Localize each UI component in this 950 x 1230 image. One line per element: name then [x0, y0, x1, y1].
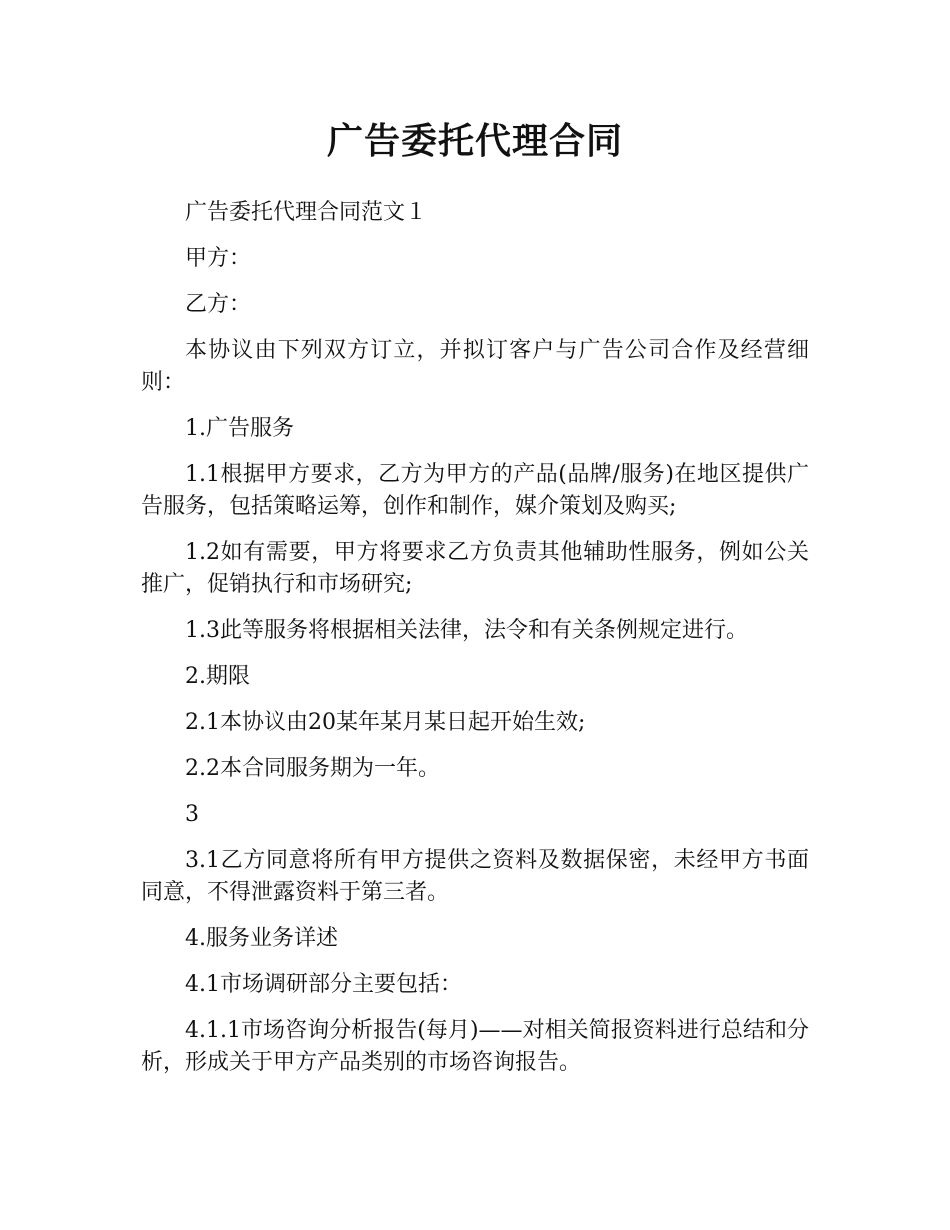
clause-1-2: 1.2如有需要，甲方将要求乙方负责其他辅助性服务，例如公关推广，促销执行和市场研究; — [141, 540, 809, 597]
clause-1-1: 1.1根据甲方要求，乙方为甲方的产品(品牌/服务)在地区提供广告服务，包括策略运筹，创作和制作，媒介策划及购买; — [141, 462, 809, 519]
clause-1-3: 1.3此等服务将根据相关法律，法令和有关条例规定进行。 — [185, 618, 748, 643]
paragraph-party-a: 甲方： — [185, 246, 252, 271]
section-1-heading: 1.广告服务 — [185, 416, 294, 441]
section-4-heading: 4.服务业务详述 — [185, 926, 338, 951]
clause-4-1: 4.1市场调研部分主要包括： — [185, 972, 462, 997]
clause-2-1: 2.1本协议由20某年某月某日起开始生效; — [185, 710, 586, 735]
clause-4-1-1: 4.1.1市场咨询分析报告(每月)——对相关简报资料进行总结和分析，形成关于甲方产品类别的市场咨询报告。 — [141, 1018, 809, 1075]
clause-2-2: 2.2本合同服务期为一年。 — [185, 756, 440, 781]
paragraph-party-b: 乙方： — [185, 292, 252, 317]
document-title: 广告委托代理合同 — [326, 121, 623, 162]
paragraph-intro: 本协议由下列双方订立，并拟订客户与广告公司合作及经营细则： — [141, 338, 809, 395]
document-body — [141, 197, 809, 1093]
clause-3-1: 3.1乙方同意将所有甲方提供之资料及数据保密，未经甲方书面同意，不得泄露资料于第三者。 — [141, 848, 809, 905]
section-2-heading: 2.期限 — [185, 664, 250, 689]
paragraph-heading-sample: 广告委托代理合同范文１ — [185, 200, 428, 225]
section-3-heading: 3 — [185, 802, 199, 827]
